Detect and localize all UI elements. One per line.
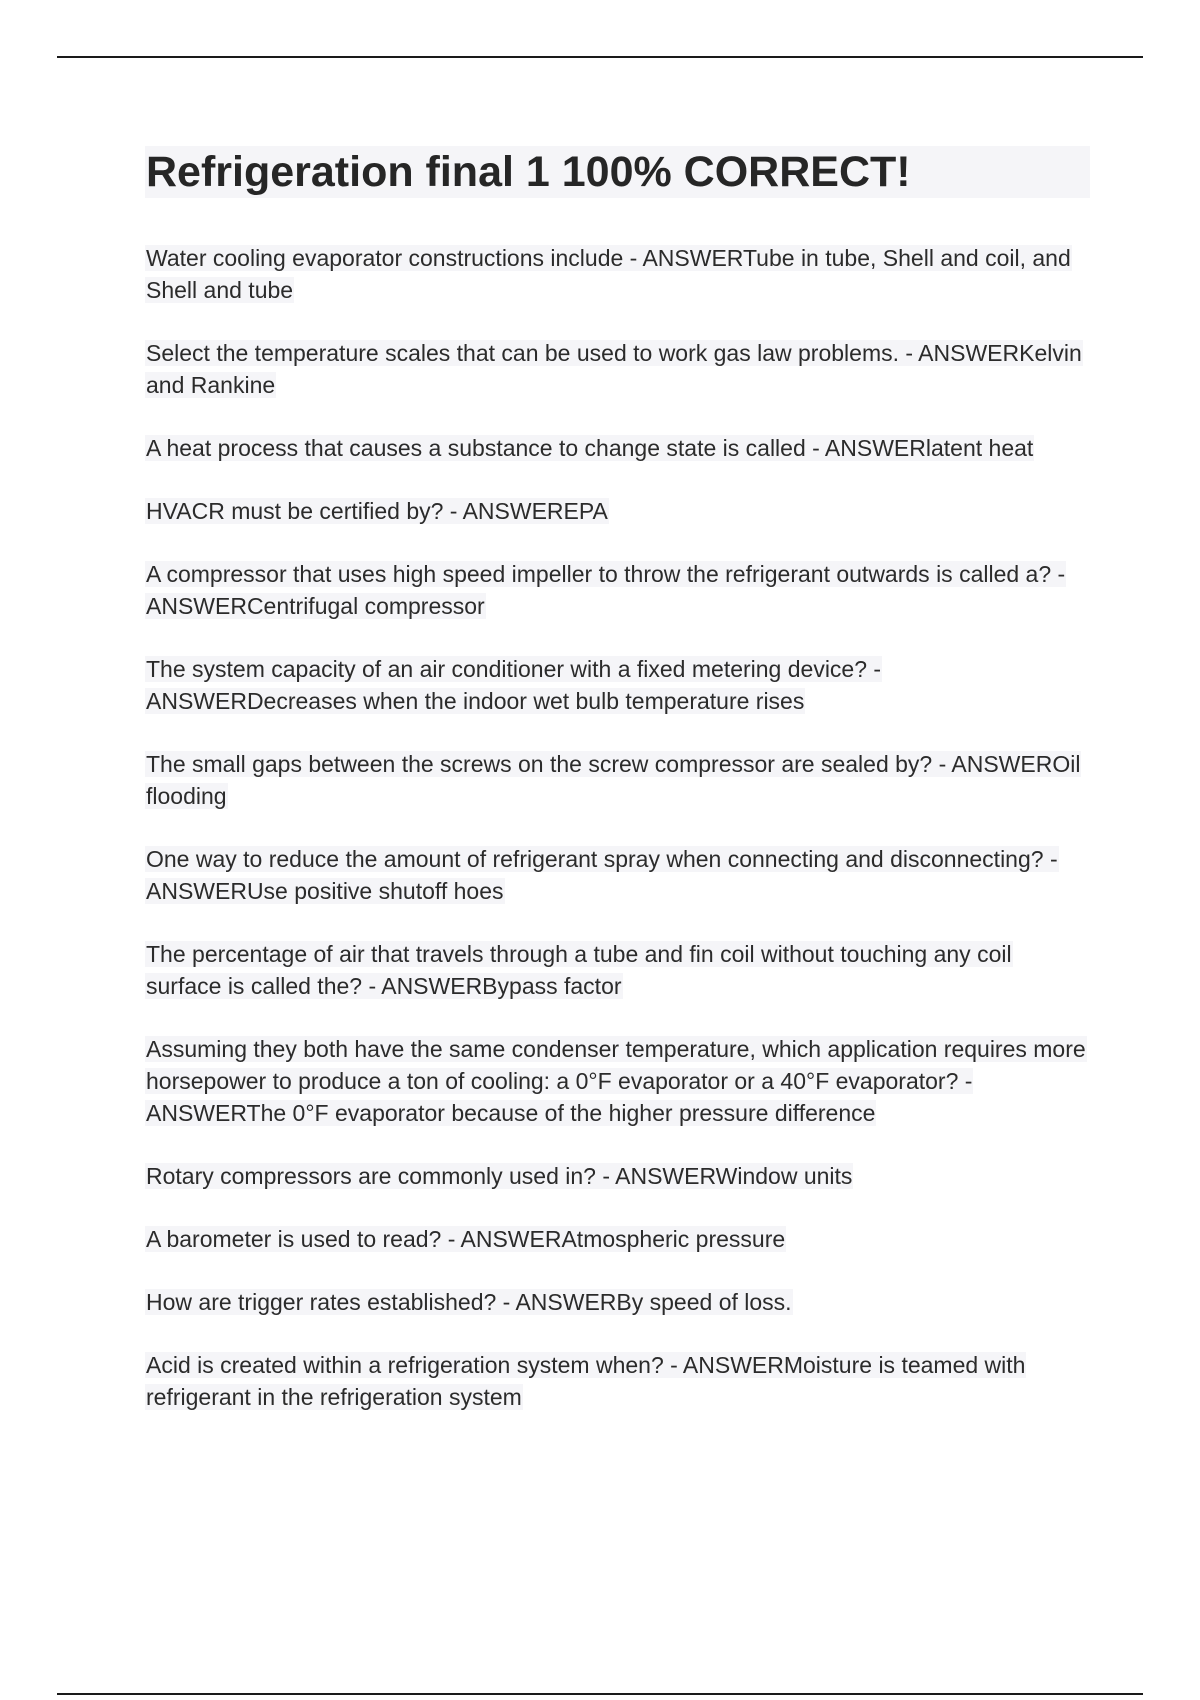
qa-item [145,938,1090,1002]
qa-text: Select the temperature scales that can be used to work gas law problems. - ANSWERKelvin and Rankine [146,340,1082,398]
qa-item [145,558,1090,622]
qa-item [145,843,1090,907]
qa-item [145,748,1090,812]
page-title: Refrigeration final 1 100% CORRECT! [145,146,1090,198]
qa-text: Rotary compressors are commonly used in? - ANSWERWindow units [146,1163,853,1189]
qa-item [145,1160,1090,1192]
top-divider [57,56,1143,58]
qa-item [145,653,1090,717]
qa-text: A heat process that causes a substance to change state is called - ANSWERlatent heat [146,435,1034,461]
qa-text: A barometer is used to read? - ANSWERAtmospheric pressure [146,1226,786,1252]
bottom-divider [57,1693,1143,1695]
qa-item [145,242,1090,306]
qa-text: One way to reduce the amount of refrigerant spray when connecting and disconnecting? - ANSWERUse positive shutoff hoes [146,846,1058,904]
qa-item [145,495,1090,527]
qa-item [145,337,1090,401]
qa-text: Water cooling evaporator constructions include - ANSWERTube in tube, Shell and coil, and Shell and tube [146,245,1071,303]
qa-item [145,1033,1090,1129]
qa-item [145,1223,1090,1255]
qa-text: A compressor that uses high speed impeller to throw the refrigerant outwards is called a? - ANSWERCentrifugal compressor [146,561,1066,619]
qa-text: Acid is created within a refrigeration system when? - ANSWERMoisture is teamed with refrigerant in the refrigeration system [146,1352,1026,1410]
qa-text: Assuming they both have the same condenser temperature, which application requires more horsepower to produce a ton of cooling: a 0°F evaporator or a 40°F evaporator? - ANSWERThe 0°F evaporator because of the higher pressure difference [146,1036,1086,1126]
qa-text: HVACR must be certified by? - ANSWEREPA [146,498,608,524]
qa-text: The percentage of air that travels through a tube and fin coil without touching any coil surface is called the? - ANSWERBypass factor [146,941,1012,999]
qa-item [145,1286,1090,1318]
qa-item [145,432,1090,464]
document-body [145,146,1090,1444]
qa-item [145,1349,1090,1413]
qa-text: The system capacity of an air conditioner with a fixed metering device? - ANSWERDecreases when the indoor wet bulb temperature rises [146,656,882,714]
qa-list [145,242,1090,1413]
qa-text: The small gaps between the screws on the screw compressor are sealed by? - ANSWEROil flooding [146,751,1081,809]
qa-text: How are trigger rates established? - ANSWERBy speed of loss. [146,1289,792,1315]
